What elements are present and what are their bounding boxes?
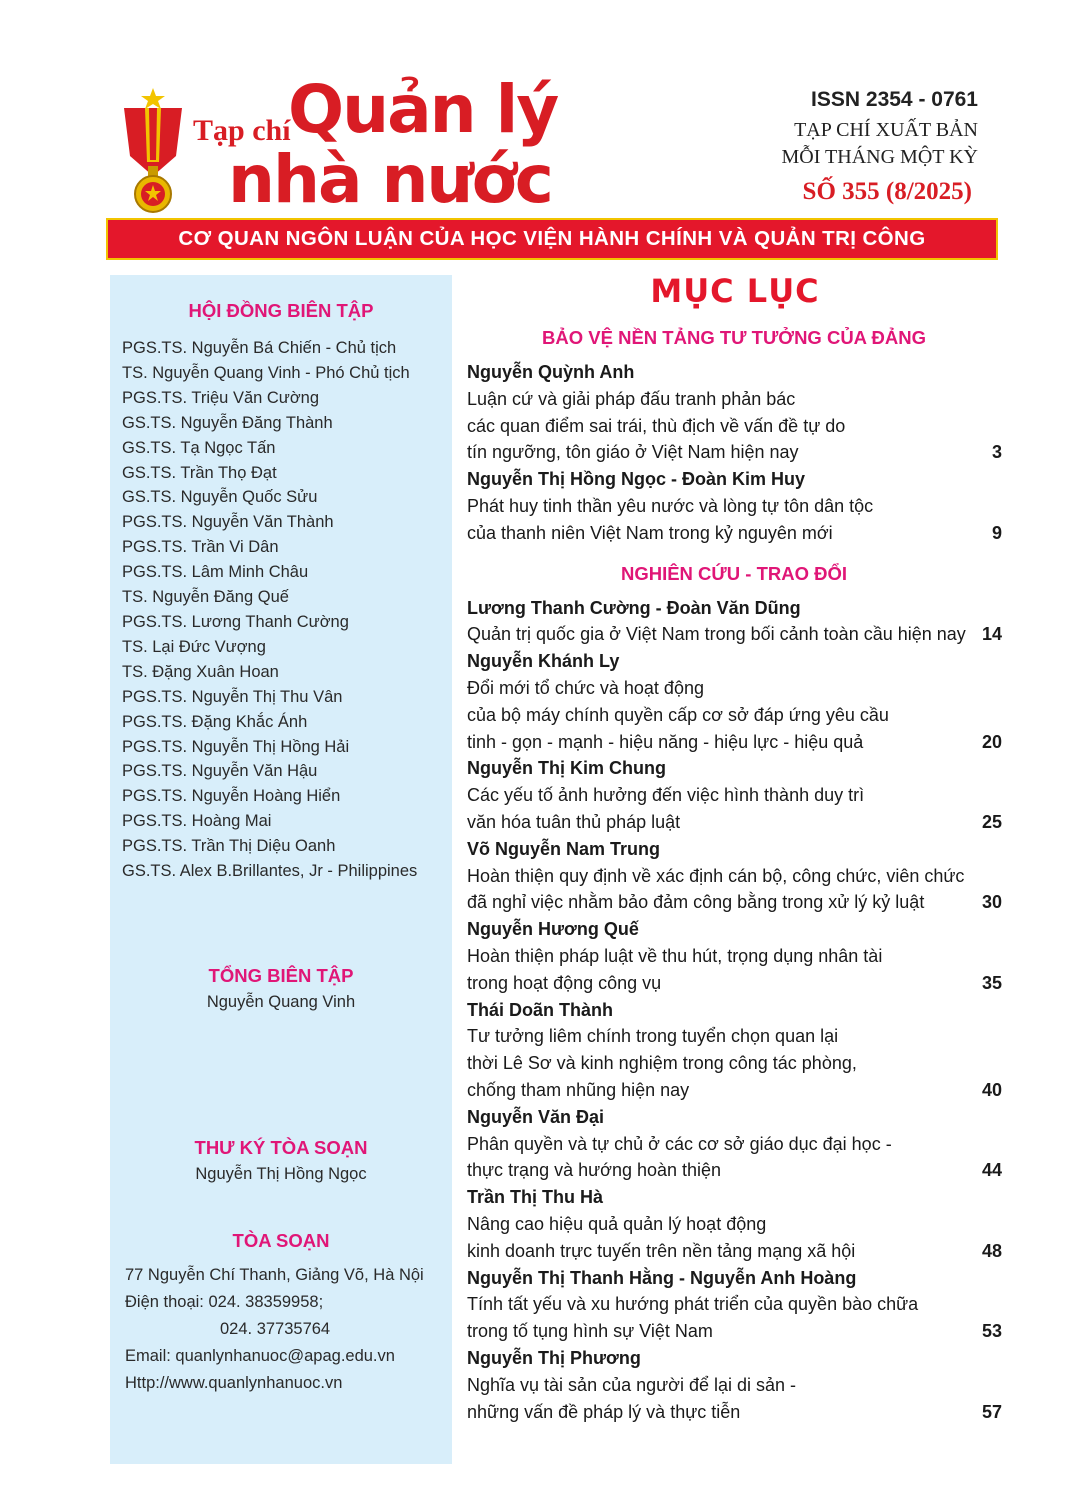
- board-member: PGS.TS. Hoàng Mai: [122, 812, 272, 831]
- article-page-number: 14: [981, 624, 1002, 645]
- article-author: Nguyễn Quỳnh Anh: [467, 362, 635, 382]
- board-member: PGS.TS. Nguyễn Văn Thành: [122, 513, 334, 532]
- article-page-number: 20: [981, 731, 1002, 752]
- board-member: GS.TS. Nguyễn Quốc Sửu: [122, 488, 318, 507]
- article-title: thực trạng và hướng hoàn thiện: [467, 1160, 722, 1181]
- article-title: Hoàn thiện pháp luật về thu hút, trọng dụng nhân tài: [467, 946, 883, 966]
- article-title: Đổi mới tổ chức và hoạt động: [467, 678, 704, 698]
- article-title: của thanh niên Việt Nam trong kỷ nguyên mới: [467, 522, 833, 543]
- article-author: Nguyễn Thị Phương: [467, 1348, 641, 1368]
- board-member: PGS.TS. Nguyễn Bá Chiến - Chủ tịch: [122, 339, 397, 357]
- article-page-number: 40: [981, 1080, 1002, 1100]
- article-author: Nguyễn Thị Hồng Ngọc - Đoàn Kim Huy: [467, 469, 805, 490]
- editorial-board-title: HỘI ĐỒNG BIÊN TẬP: [188, 300, 374, 321]
- board-member: PGS.TS. Nguyễn Văn Hậu: [122, 762, 318, 781]
- board-member: PGS.TS. Lâm Minh Châu: [122, 563, 309, 582]
- secretary-name: Nguyễn Thị Hồng Ngọc: [195, 1165, 367, 1183]
- office-website[interactable]: Http://www.quanlynhanuoc.vn: [125, 1374, 343, 1392]
- article-title: trong hoạt động công vụ: [467, 972, 662, 993]
- publication-frequency-line1: TẠP CHÍ XUẤT BẢN: [794, 119, 978, 141]
- board-member: GS.TS. Tạ Ngọc Tấn: [122, 438, 276, 457]
- editor-in-chief-name: Nguyễn Quang Vinh: [206, 993, 356, 1011]
- brand-title-line2: nhà nước: [228, 141, 552, 218]
- article-page-number: 53: [981, 1321, 1002, 1342]
- office-phone-2: 024. 37735764: [220, 1320, 331, 1338]
- board-member: TS. Lại Đức Vượng: [122, 637, 266, 656]
- board-member: PGS.TS. Nguyễn Thị Hồng Hải: [122, 737, 350, 756]
- article-author: Nguyễn Thị Kim Chung: [467, 758, 666, 779]
- issue-number: SỐ 355 (8/2025): [802, 178, 972, 205]
- issn: ISSN 2354 - 0761: [811, 88, 978, 111]
- brand-title-line1: Quản lý: [288, 71, 558, 148]
- article-title: của bộ máy chính quyền cấp cơ sở đáp ứng yêu cầu: [467, 704, 889, 725]
- article-author: Nguyễn Thị Thanh Hằng - Nguyễn Anh Hoàng: [467, 1267, 857, 1288]
- article-page-number: 30: [981, 892, 1002, 913]
- office-title: TÒA SOẠN: [232, 1230, 330, 1251]
- article-title: Tư tưởng liêm chính trong tuyển chọn quan lại: [467, 1026, 839, 1047]
- article-author: Lương Thanh Cường - Đoàn Văn Dũng: [467, 597, 801, 618]
- article-title: thời Lê Sơ và kinh nghiệm trong công tác phòng,: [467, 1053, 857, 1074]
- board-member: GS.TS. Alex B.Brillantes, Jr - Philippines: [122, 862, 418, 881]
- article-title: Hoàn thiện quy định về xác định cán bộ, công chức, viên chức: [467, 865, 965, 886]
- article-page-number: 57: [981, 1401, 1002, 1422]
- article-author: Thái Doãn Thành: [467, 999, 613, 1020]
- brand-tap-chi: Tạp chí: [193, 114, 291, 147]
- board-member: PGS.TS. Lương Thanh Cường: [122, 612, 349, 631]
- secretary-title: THƯ KÝ TÒA SOẠN: [194, 1137, 368, 1158]
- article-author: Nguyễn Khánh Ly: [467, 651, 620, 672]
- article-title: Quản trị quốc gia ở Việt Nam trong bối cảnh toàn cầu hiện nay: [467, 624, 966, 645]
- article-page-number: 48: [981, 1240, 1002, 1261]
- article-title: Nâng cao hiệu quả quản lý hoạt động: [467, 1214, 767, 1234]
- article-page-number: 9: [991, 522, 1002, 543]
- article-title: Tính tất yếu và xu hướng phát triển của quyền bào chữa: [467, 1294, 919, 1315]
- board-member: PGS.TS. Đặng Khắc Ánh: [122, 712, 308, 731]
- board-member: PGS.TS. Trần Vi Dân: [122, 538, 279, 557]
- editor-in-chief-title: TỔNG BIÊN TẬP: [208, 965, 354, 986]
- editorial-board-list: [122, 336, 417, 884]
- office-phone: Điện thoại: 024. 38359958;: [125, 1293, 324, 1311]
- banner-text: CƠ QUAN NGÔN LUẬN CỦA HỌC VIỆN HÀNH CHÍNH VÀ QUẢN TRỊ CÔNG: [178, 227, 926, 250]
- article-title: những vấn đề pháp lý và thực tiễn: [467, 1401, 741, 1422]
- article-title: đã nghỉ việc nhằm bảo đảm công bằng trong xử lý kỷ luật: [467, 892, 925, 913]
- board-member: TS. Nguyễn Quang Vinh - Phó Chủ tịch: [122, 363, 410, 382]
- board-member: PGS.TS. Nguyễn Thị Thu Vân: [122, 687, 343, 706]
- article-title: Phân quyền và tự chủ ở các cơ sở giáo dục đại học -: [467, 1133, 892, 1154]
- toc-title: MỤC LỤC: [650, 272, 820, 310]
- article-author: Nguyễn Văn Đại: [467, 1106, 605, 1127]
- board-member: TS. Nguyễn Đăng Quế: [122, 588, 289, 607]
- board-member: GS.TS. Nguyễn Đăng Thành: [122, 413, 333, 432]
- article-title: văn hóa tuân thủ pháp luật: [467, 812, 681, 832]
- article-title: Các yếu tố ảnh hưởng đến việc hình thành duy trì: [467, 785, 865, 806]
- board-member: GS.TS. Trần Thọ Đạt: [122, 463, 277, 482]
- article-title: Luận cứ và giải pháp đấu tranh phản bác: [467, 388, 796, 409]
- article-page-number: 35: [981, 972, 1002, 993]
- office-email[interactable]: Email: quanlynhanuoc@apag.edu.vn: [125, 1347, 395, 1365]
- article-title: các quan điểm sai trái, thù địch về vấn đề tự do: [467, 415, 846, 436]
- article-author: Nguyễn Hương Quế: [467, 919, 639, 940]
- article-title: trong tố tụng hình sự Việt Nam: [467, 1321, 713, 1342]
- publication-frequency-line2: MỖI THÁNG MỘT KỲ: [781, 146, 978, 168]
- article-author: Võ Nguyễn Nam Trung: [467, 838, 661, 859]
- article-title: Nghĩa vụ tài sản của người để lại di sản -: [467, 1374, 797, 1395]
- article-title: chống tham nhũng hiện nay: [467, 1080, 690, 1100]
- toc-section-heading: NGHIÊN CỨU - TRAO ĐỔI: [620, 562, 848, 584]
- medal-emblem-icon: [118, 86, 188, 214]
- article-page-number: 25: [981, 812, 1002, 832]
- article-page-number: 44: [981, 1160, 1002, 1181]
- board-member: PGS.TS. Nguyễn Hoàng Hiển: [122, 787, 341, 806]
- article-page-number: 3: [991, 442, 1002, 463]
- board-member: PGS.TS. Trần Thị Diệu Oanh: [122, 837, 336, 856]
- article-title: kinh doanh trực tuyến trên nền tảng mạng xã hội: [467, 1240, 856, 1261]
- toc-section-heading: BẢO VỆ NỀN TẢNG TƯ TƯỞNG CỦA ĐẢNG: [542, 327, 926, 348]
- office-address: 77 Nguyễn Chí Thanh, Giảng Võ, Hà Nội: [125, 1266, 424, 1284]
- article-title: tín ngưỡng, tôn giáo ở Việt Nam hiện nay: [467, 442, 799, 463]
- board-member: PGS.TS. Triệu Văn Cường: [122, 388, 320, 407]
- banner: [106, 218, 998, 260]
- article-title: Phát huy tinh thần yêu nước và lòng tự tôn dân tộc: [467, 496, 874, 516]
- article-author: Trần Thị Thu Hà: [467, 1187, 604, 1208]
- board-member: TS. Đặng Xuân Hoan: [122, 662, 279, 681]
- article-title: tinh - gọn - mạnh - hiệu năng - hiệu lực - hiệu quả: [467, 731, 864, 752]
